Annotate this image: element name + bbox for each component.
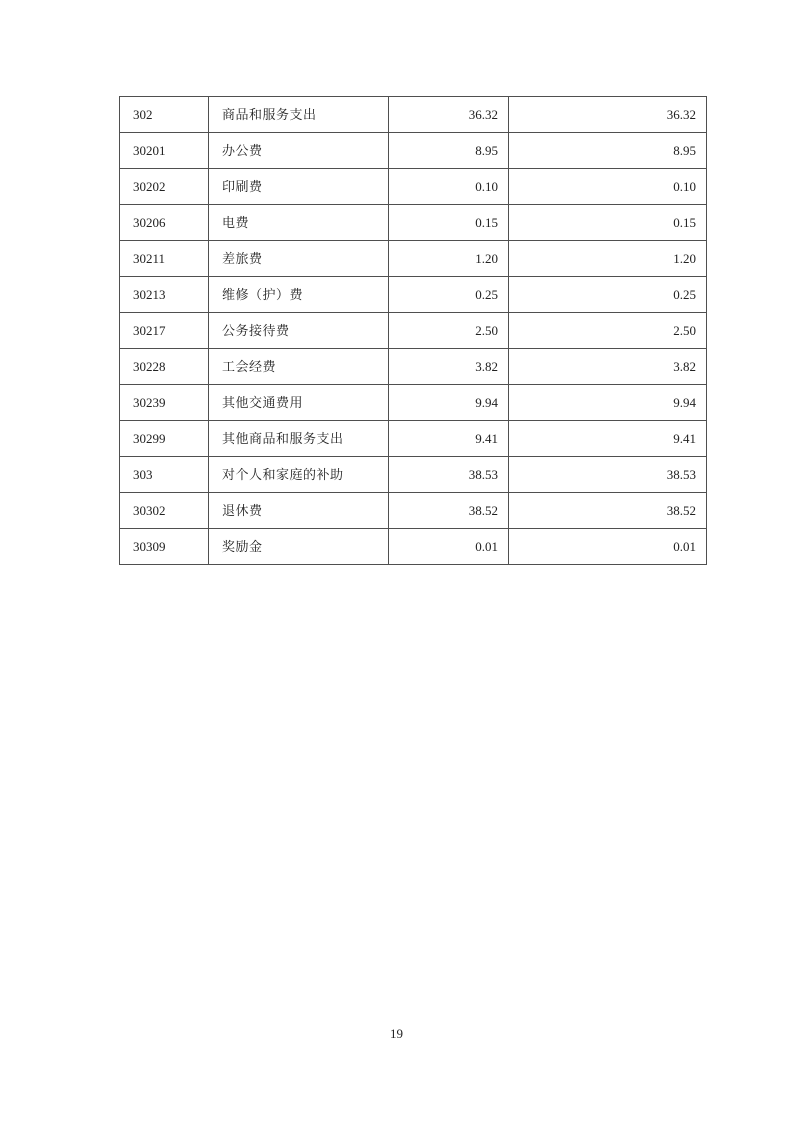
table-row: [120, 169, 707, 205]
table-row: [120, 421, 707, 457]
table-row: [120, 241, 707, 277]
table-row: [120, 205, 707, 241]
table-row: [120, 97, 707, 133]
cell-item-name: 差旅费: [209, 241, 389, 277]
cell-amount-2: 0.01: [509, 529, 707, 565]
cell-code: 30302: [120, 493, 209, 529]
cell-code: 30239: [120, 385, 209, 421]
table-row: [120, 277, 707, 313]
cell-amount-1: 0.15: [389, 205, 509, 241]
cell-amount-1: 0.01: [389, 529, 509, 565]
cell-item-name: 办公费: [209, 133, 389, 169]
cell-item-name: 退休费: [209, 493, 389, 529]
cell-amount-2: 0.15: [509, 205, 707, 241]
cell-amount-2: 38.53: [509, 457, 707, 493]
cell-amount-1: 36.32: [389, 97, 509, 133]
budget-table: [119, 96, 707, 565]
cell-item-name: 电费: [209, 205, 389, 241]
page-number: 19: [390, 1026, 403, 1041]
table-row: [120, 313, 707, 349]
cell-amount-1: 9.94: [389, 385, 509, 421]
cell-item-name: 其他交通费用: [209, 385, 389, 421]
cell-item-name: 维修（护）费: [209, 277, 389, 313]
cell-amount-2: 2.50: [509, 313, 707, 349]
cell-item-name: 工会经费: [209, 349, 389, 385]
cell-code: 30211: [120, 241, 209, 277]
cell-code: 30213: [120, 277, 209, 313]
table-row: [120, 349, 707, 385]
cell-item-name: 印刷费: [209, 169, 389, 205]
cell-code: 303: [120, 457, 209, 493]
cell-item-name: 奖励金: [209, 529, 389, 565]
cell-amount-1: 8.95: [389, 133, 509, 169]
cell-amount-2: 3.82: [509, 349, 707, 385]
cell-amount-1: 38.53: [389, 457, 509, 493]
cell-item-name: 其他商品和服务支出: [209, 421, 389, 457]
cell-code: 30202: [120, 169, 209, 205]
cell-code: 30206: [120, 205, 209, 241]
cell-amount-1: 0.25: [389, 277, 509, 313]
cell-code: 302: [120, 97, 209, 133]
cell-code: 30299: [120, 421, 209, 457]
table-row: [120, 133, 707, 169]
cell-code: 30309: [120, 529, 209, 565]
table-row: [120, 493, 707, 529]
cell-amount-1: 2.50: [389, 313, 509, 349]
table-row: [120, 385, 707, 421]
cell-item-name: 公务接待费: [209, 313, 389, 349]
cell-amount-2: 0.25: [509, 277, 707, 313]
cell-amount-1: 3.82: [389, 349, 509, 385]
table-row: [120, 457, 707, 493]
cell-code: 30228: [120, 349, 209, 385]
cell-item-name: 商品和服务支出: [209, 97, 389, 133]
cell-item-name: 对个人和家庭的补助: [209, 457, 389, 493]
cell-amount-1: 0.10: [389, 169, 509, 205]
cell-amount-2: 38.52: [509, 493, 707, 529]
cell-code: 30201: [120, 133, 209, 169]
cell-amount-1: 38.52: [389, 493, 509, 529]
cell-amount-2: 9.94: [509, 385, 707, 421]
cell-amount-2: 1.20: [509, 241, 707, 277]
table-row: [120, 529, 707, 565]
cell-amount-2: 36.32: [509, 97, 707, 133]
cell-amount-1: 9.41: [389, 421, 509, 457]
cell-code: 30217: [120, 313, 209, 349]
cell-amount-1: 1.20: [389, 241, 509, 277]
cell-amount-2: 9.41: [509, 421, 707, 457]
cell-amount-2: 0.10: [509, 169, 707, 205]
cell-amount-2: 8.95: [509, 133, 707, 169]
